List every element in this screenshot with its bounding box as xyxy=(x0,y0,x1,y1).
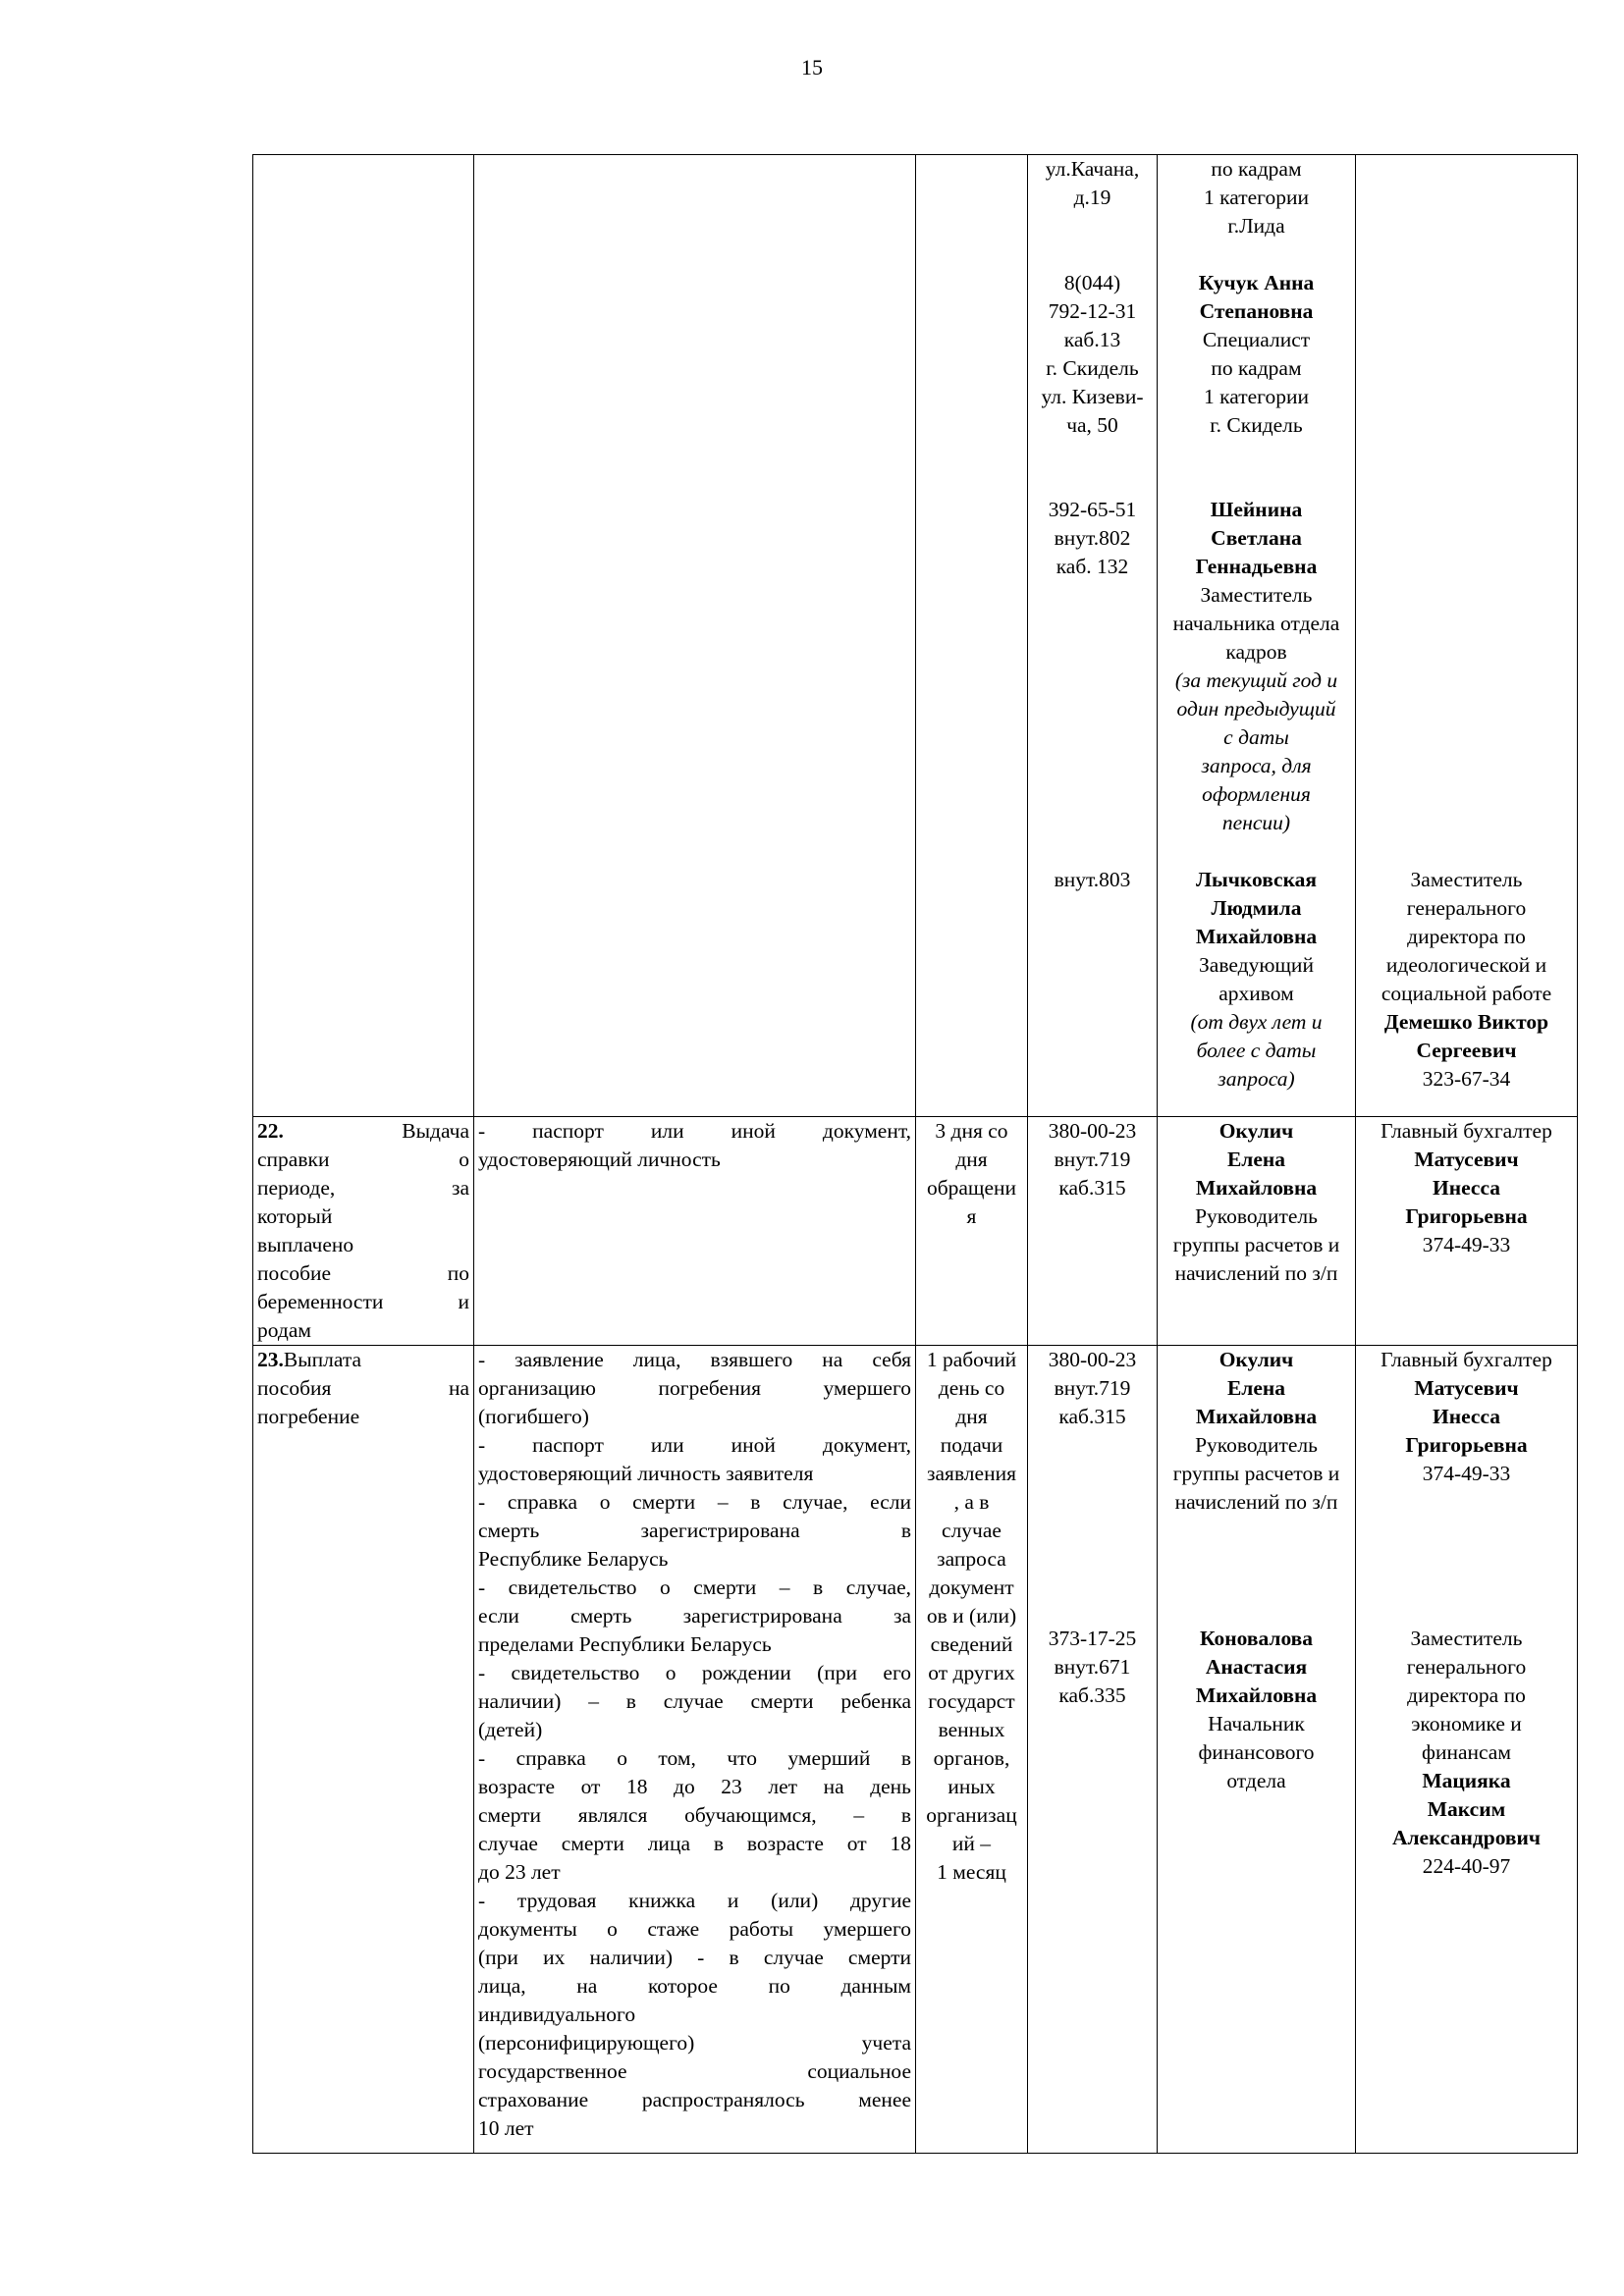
document-line: организацию погребения умершего xyxy=(478,1376,911,1400)
contact-phone-line: ул. Кизеви- xyxy=(1041,385,1144,408)
contact-phone-line: внут.802 xyxy=(1054,526,1131,550)
contact-person-line: Окулич xyxy=(1218,1119,1294,1143)
cell-persons xyxy=(1158,155,1356,1117)
contact-person-line: Руководитель xyxy=(1195,1204,1318,1228)
supervisor-line: Инесса xyxy=(1432,1405,1500,1428)
procedure-title-line xyxy=(257,1346,469,1374)
contact-phone-block xyxy=(1032,269,1153,440)
procedure-title-text: родам xyxy=(257,1318,311,1342)
supervisor-block xyxy=(1360,496,1573,837)
procedure-title-text: пособие по xyxy=(257,1261,469,1285)
procedure-title-line xyxy=(257,1316,469,1345)
supervisor-line: Инесса xyxy=(1432,1176,1500,1200)
contact-person-line: Заведующий xyxy=(1199,953,1314,977)
supervisor-line: социальной работе xyxy=(1380,982,1552,1005)
procedure-title-text: периоде, за xyxy=(257,1176,469,1200)
procedure-title-line xyxy=(257,1374,469,1403)
contact-phone-line: 380-00-23 xyxy=(1048,1348,1137,1371)
cell-phones xyxy=(1028,155,1158,1117)
contact-person-line: по кадрам xyxy=(1211,157,1302,181)
contact-phone-line: каб.335 xyxy=(1058,1683,1126,1707)
supervisor-line: 374-49-33 xyxy=(1422,1233,1511,1256)
document-line: случае смерти лица в возрасте от 18 xyxy=(478,1832,911,1855)
contact-phone-line: ул.Качана, xyxy=(1045,157,1140,181)
document-line: (при их наличии) - в случае смерти xyxy=(478,1946,911,1969)
cell-supervisor-23 xyxy=(1356,1346,1578,2154)
contact-person-line: Степановна xyxy=(1199,299,1314,323)
supervisor-line: 374-49-33 xyxy=(1422,1462,1511,1485)
term-line: от других xyxy=(928,1661,1015,1684)
supervisor-line: Главный бухгалтер xyxy=(1380,1348,1552,1371)
document-line: страхование распространялось менее xyxy=(478,2088,911,2111)
contact-phone-line: каб.315 xyxy=(1058,1176,1126,1200)
document-line: государственное социальное xyxy=(478,2059,911,2083)
contact-phone-line: 380-00-23 xyxy=(1048,1119,1137,1143)
procedure-title-line xyxy=(257,1174,469,1202)
procedure-number: 23. xyxy=(257,1348,284,1371)
document-line: 10 лет xyxy=(478,2116,534,2140)
term-line: государст xyxy=(928,1689,1015,1713)
procedure-title-text: который xyxy=(257,1204,333,1228)
procedure-title-line xyxy=(257,1288,469,1316)
contact-phone-line: 792-12-31 xyxy=(1048,299,1137,323)
document-line: - справка о том, что умерший в xyxy=(478,1746,911,1770)
cell-persons-22 xyxy=(1158,1117,1356,1346)
cell-phones-23 xyxy=(1028,1346,1158,2154)
document-line: если смерть зарегистрирована за xyxy=(478,1604,911,1628)
procedure-title-text: Выплата xyxy=(283,1348,362,1371)
term-line: заявления xyxy=(927,1462,1016,1485)
document-line: наличии) – в случае смерти ребенка xyxy=(478,1689,911,1713)
procedure-number: 22. xyxy=(257,1119,284,1143)
supervisor-line: директора по xyxy=(1407,925,1526,948)
table-row-continuation xyxy=(253,155,1578,1117)
contact-phone-line: внут.719 xyxy=(1054,1148,1131,1171)
contact-person-block xyxy=(1162,496,1351,837)
contact-phone-line: д.19 xyxy=(1073,186,1111,209)
term-line: иных xyxy=(947,1775,996,1798)
contact-phone-block xyxy=(1032,1346,1153,1517)
contact-person-line: Михайловна xyxy=(1195,1683,1318,1707)
contact-phone-line: ча, 50 xyxy=(1066,413,1118,437)
cell-term xyxy=(916,155,1028,1117)
contact-person-line: г. Скидель xyxy=(1210,413,1303,437)
contact-person-line: архивом xyxy=(1218,982,1294,1005)
procedures-table xyxy=(252,154,1578,2154)
supervisor-line: Александрович xyxy=(1391,1826,1542,1849)
contact-person-line: Шейнина xyxy=(1210,498,1303,521)
contact-person-line: с даты xyxy=(1223,725,1289,749)
contact-person-line: по кадрам xyxy=(1211,356,1302,380)
contact-person-line: 1 категории xyxy=(1204,186,1309,209)
supervisor-line: директора по xyxy=(1407,1683,1526,1707)
term-line: 3 дня со xyxy=(935,1119,1008,1143)
term-line: я xyxy=(966,1204,977,1228)
contact-person-block xyxy=(1162,155,1351,240)
supervisor-block xyxy=(1360,155,1573,240)
term-line: организац xyxy=(926,1803,1017,1827)
supervisor-line: Матусевич xyxy=(1414,1148,1519,1171)
document-line: лица, на которое по данным xyxy=(478,1974,911,1998)
procedure-title-text: выплачено xyxy=(257,1233,354,1256)
supervisor-line: Максим xyxy=(1427,1797,1506,1821)
document-line: - паспорт или иной документ, xyxy=(478,1119,911,1143)
contact-person-line: Специалист xyxy=(1202,328,1311,351)
procedure-title-line xyxy=(257,1403,469,1431)
contact-person-block xyxy=(1162,866,1351,1094)
supervisor-line: идеологической и xyxy=(1385,953,1547,977)
contact-person-line: группы расчетов и xyxy=(1172,1462,1340,1485)
contact-person-line: Людмила xyxy=(1211,896,1302,920)
contact-phone-line: каб.315 xyxy=(1058,1405,1126,1428)
term-line: дня xyxy=(955,1405,988,1428)
contact-person-block xyxy=(1162,1625,1351,1795)
supervisor-block xyxy=(1360,866,1573,1094)
supervisor-block xyxy=(1360,1625,1573,1881)
contact-person-line: группы расчетов и xyxy=(1172,1233,1340,1256)
contact-phone-line: 8(044) xyxy=(1063,271,1121,294)
document-line: смерти являлся обучающимся, – в xyxy=(478,1803,911,1827)
contact-person-line: Руководитель xyxy=(1195,1433,1318,1457)
procedure-title-text: погребение xyxy=(257,1405,360,1428)
contact-phone-line: внут.719 xyxy=(1054,1376,1131,1400)
contact-person-line: один предыдущий xyxy=(1176,697,1336,721)
term-line: ий – xyxy=(951,1832,992,1855)
contact-person-line: Михайловна xyxy=(1195,925,1318,948)
contact-person-block xyxy=(1162,269,1351,440)
term-line: дня xyxy=(955,1148,988,1171)
document-line: - заявление лица, взявшего на себя xyxy=(478,1348,911,1371)
contact-person-line: Елена xyxy=(1226,1148,1286,1171)
contact-person-line: Заместитель xyxy=(1200,583,1313,607)
cell-phones-22 xyxy=(1028,1117,1158,1346)
term-line: сведений xyxy=(930,1632,1013,1656)
supervisor-line: Матусевич xyxy=(1414,1376,1519,1400)
supervisor-line: финансам xyxy=(1422,1740,1511,1764)
contact-phone-block xyxy=(1032,1625,1153,1795)
contact-person-line: Коновалова xyxy=(1199,1627,1314,1650)
contact-phone-line: внут.803 xyxy=(1054,868,1131,891)
contact-person-line: Михайловна xyxy=(1195,1176,1318,1200)
contact-person-line: запроса) xyxy=(1218,1067,1295,1091)
term-line: венных xyxy=(938,1718,1005,1741)
document-line: смерть зарегистрирована в xyxy=(478,1519,911,1542)
supervisor-block xyxy=(1360,269,1573,440)
contact-person-line: начальника отдела xyxy=(1172,612,1340,635)
term-line: документ xyxy=(929,1575,1014,1599)
term-line: , а в xyxy=(953,1490,990,1514)
supervisor-line: экономике и xyxy=(1411,1712,1522,1735)
term-line: 1 месяц xyxy=(937,1860,1006,1884)
contact-person-line: оформления xyxy=(1202,782,1311,806)
contact-phone-line: 373-17-25 xyxy=(1048,1627,1137,1650)
document-line: документы о стаже работы умершего xyxy=(478,1917,911,1941)
contact-phone-line: каб.13 xyxy=(1063,328,1121,351)
document-line: - трудовая книжка и (или) другие xyxy=(478,1889,911,1912)
contact-person-block xyxy=(1162,1346,1351,1517)
supervisor-line: Григорьевна xyxy=(1405,1433,1528,1457)
term-line: обращени xyxy=(926,1176,1017,1200)
table-row-22 xyxy=(253,1117,1578,1346)
cell-supervisor-22 xyxy=(1356,1117,1578,1346)
supervisor-block xyxy=(1360,1346,1573,1517)
supervisor-line: Григорьевна xyxy=(1405,1204,1528,1228)
table-row-23 xyxy=(253,1346,1578,2154)
procedure-title-line xyxy=(257,1231,469,1259)
term-line: день со xyxy=(938,1376,1005,1400)
contact-person-line: Анастасия xyxy=(1205,1655,1308,1679)
contact-person-line: Михайловна xyxy=(1195,1405,1318,1428)
document-line: (погибшего) xyxy=(478,1405,589,1428)
term-line: случае xyxy=(942,1519,1001,1542)
supervisor-line: 323-67-34 xyxy=(1422,1067,1511,1091)
contact-person-line: Светлана xyxy=(1211,526,1302,550)
contact-person-line: Начальник xyxy=(1208,1712,1305,1735)
contact-person-line: Елена xyxy=(1226,1376,1286,1400)
term-line: запроса xyxy=(937,1547,1006,1571)
supervisor-line: Сергеевич xyxy=(1416,1039,1517,1062)
contact-phone-line: 392-65-51 xyxy=(1048,498,1137,521)
supervisor-line: Заместитель xyxy=(1410,868,1523,891)
contact-person-line: начислений по з/п xyxy=(1174,1261,1338,1285)
cell-documents-23 xyxy=(474,1346,916,2154)
cell-supervisor xyxy=(1356,155,1578,1117)
contact-person-line: пенсии) xyxy=(1221,811,1291,834)
contact-person-line: кадров xyxy=(1225,640,1287,664)
cell-term-23 xyxy=(916,1346,1028,2154)
procedure-title-text: беременности и xyxy=(257,1290,469,1313)
supervisor-line: генерального xyxy=(1406,1655,1527,1679)
procedure-title-line xyxy=(257,1202,469,1231)
contact-person-line: отдела xyxy=(1226,1769,1286,1792)
contact-person-line: 1 категории xyxy=(1204,385,1309,408)
document-line: удостоверяющий личность xyxy=(478,1148,721,1171)
contact-person-line: (от двух лет и xyxy=(1190,1010,1323,1034)
supervisor-line: генерального xyxy=(1406,896,1527,920)
contact-person-line: Окулич xyxy=(1218,1348,1294,1371)
contact-person-line: (за текущий год и xyxy=(1174,668,1338,692)
contact-person-line: г.Лида xyxy=(1227,214,1285,238)
document-line: пределами Республики Беларусь xyxy=(478,1632,772,1656)
cell-documents xyxy=(474,155,916,1117)
document-line: - свидетельство о смерти – в случае, xyxy=(478,1575,911,1599)
contact-person-line: Геннадьевна xyxy=(1195,555,1318,578)
contact-phone-line: каб. 132 xyxy=(1056,555,1129,578)
contact-person-line: Лычковская xyxy=(1195,868,1318,891)
cell-persons-23 xyxy=(1158,1346,1356,2154)
contact-person-line: начислений по з/п xyxy=(1174,1490,1338,1514)
document-line: (детей) xyxy=(478,1718,543,1741)
cell-procedure-23 xyxy=(253,1346,474,2154)
contact-phone-block xyxy=(1032,866,1153,1094)
procedure-title-text: пособия на xyxy=(257,1376,469,1400)
procedure-title-line xyxy=(257,1146,469,1174)
contact-person-line: более с даты xyxy=(1196,1039,1317,1062)
contact-person-line: запроса, для xyxy=(1201,754,1312,777)
document-line: - справка о смерти – в случае, если xyxy=(478,1490,911,1514)
contact-person-line: финансового xyxy=(1198,1740,1315,1764)
term-line: ов и (или) xyxy=(926,1604,1017,1628)
procedure-title-text: справки о xyxy=(257,1148,469,1171)
cell-procedure xyxy=(253,155,474,1117)
procedure-title-text: Выдача xyxy=(402,1119,469,1143)
document-line: - паспорт или иной документ, xyxy=(478,1433,911,1457)
document-line: до 23 лет xyxy=(478,1860,561,1884)
term-line: органов, xyxy=(933,1746,1010,1770)
supervisor-line: Мацияка xyxy=(1422,1769,1511,1792)
cell-procedure-22 xyxy=(253,1117,474,1346)
contact-phone-block xyxy=(1032,155,1153,240)
procedure-title-line xyxy=(257,1259,469,1288)
document-line: индивидуального xyxy=(478,2002,636,2026)
contact-phone-block xyxy=(1032,496,1153,837)
document-line: (персонифицирующего) учета xyxy=(478,2031,911,2055)
page-number: 15 xyxy=(801,55,823,80)
supervisor-line: Демешко Виктор xyxy=(1383,1010,1549,1034)
document-line: возрасте от 18 до 23 лет на день xyxy=(478,1775,911,1798)
contact-phone-line: г. Скидель xyxy=(1046,356,1139,380)
document-line: Республике Беларусь xyxy=(478,1547,669,1571)
contact-person-line: Кучук Анна xyxy=(1198,271,1315,294)
supervisor-line: Заместитель xyxy=(1410,1627,1523,1650)
document-line: - свидетельство о рождении (при его xyxy=(478,1661,911,1684)
document-line: удостоверяющий личность заявителя xyxy=(478,1462,814,1485)
procedure-title-line xyxy=(257,1117,469,1146)
term-line: 1 рабочий xyxy=(926,1348,1017,1371)
cell-term-22 xyxy=(916,1117,1028,1346)
contact-phone-line: внут.671 xyxy=(1054,1655,1131,1679)
supervisor-line: Главный бухгалтер xyxy=(1380,1119,1552,1143)
supervisor-line: 224-40-97 xyxy=(1422,1854,1511,1878)
term-line: подачи xyxy=(940,1433,1003,1457)
cell-documents-22 xyxy=(474,1117,916,1346)
